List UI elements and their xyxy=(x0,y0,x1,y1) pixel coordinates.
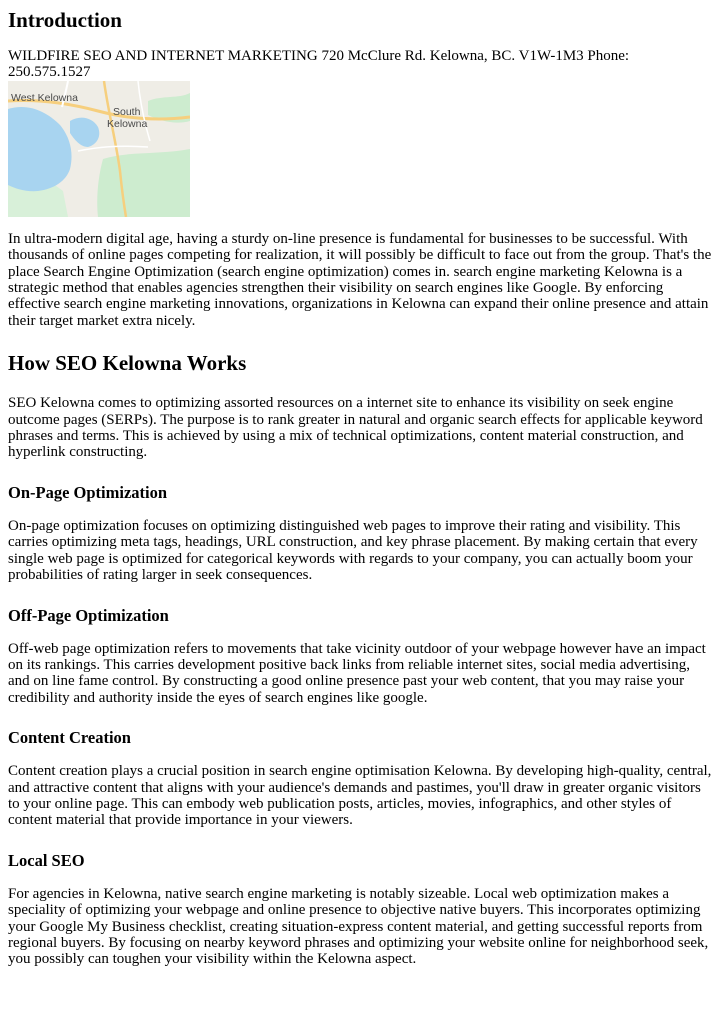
how-paragraph: SEO Kelowna comes to optimizing assorted resources on a internet site to enhance its visibility on seek engine outcome pages (SERPs). The purpose is to rank greater in natural and organic search effects for applicable keyword phrases and terms. This is achieved by using a mix of technical optimizations, content material construction, and hyperlink constructing. xyxy=(8,395,703,461)
onpage-paragraph: On-page optimization focuses on optimizing distinguished web pages to improve their rating and visibility. This carries optimizing meta tags, headings, URL construction, and key phrase placement. By making certain that every single web page is optimized for categorical keywords with regards to your company, you can actually boom your probabilities of rating larger in seek consequences. xyxy=(8,517,698,584)
onpage-heading: On-Page Optimization xyxy=(8,482,168,502)
map-graphic xyxy=(8,81,190,217)
location-map[interactable] xyxy=(8,81,190,217)
offpage-paragraph: Off-web page optimization refers to movements that take vicinity outdoor of your webpage however have an impact on its rankings. This carries development positive back links from reliable internet sites, social media advertising, and on line fame control. By constructing a good online presence past your web content, that you may raise your credibility and authority inside the eyes of search engines like google. xyxy=(8,640,706,706)
business-address: WILDFIRE SEO AND INTERNET MARKETING 720 McClure Rd. Kelowna, BC. V1W-1M3 Phone: 250.575.1527 xyxy=(8,48,630,81)
intro-paragraph: In ultra-modern digital age, having a sturdy on-line presence is fundamental for businesses to be successful. With thousands of online pages competing for realization, it will possibly be difficult to face out from the group. That's the place Search Engine Optimization (search engine optimization) comes in. search engine marketing Kelowna is a strategic method that enables agencies strengthen their visibility on search engines like Google. By enforcing effective search engine marketing innovations, organizations in Kelowna can expand their online presence and attain their target market extra nicely. xyxy=(8,230,712,329)
offpage-heading: Off-Page Optimization xyxy=(8,605,169,625)
local-paragraph: For agencies in Kelowna, native search engine marketing is notably sizeable. Local web optimization makes a speciality of optimizing your webpage and online presence to objective native buyers. This incorporates optimizing your Google My Business checklist, creating situation-express content material, and getting successful reports from regional buyers. By focusing on nearby keyword phrases and optimizing your website online for neighborhood seek, you possibly can toughen your visibility within the Kelowna aspect. xyxy=(8,885,709,968)
local-heading: Local SEO xyxy=(8,850,85,870)
intro-heading: Introduction xyxy=(8,8,122,32)
article xyxy=(0,8,714,968)
map-label-kelowna: Kelowna xyxy=(107,117,148,130)
how-heading: How SEO Kelowna Works xyxy=(8,351,247,376)
content-paragraph: Content creation plays a crucial position in search engine optimisation Kelowna. By developing high-quality, central, and attractive content that aligns with your audience's demands and pastimes, you'll draw in greater organic visitors to your online page. This can embody web publication posts, articles, movies, infographics, and other styles of content material that provide importance in your viewers. xyxy=(8,763,712,829)
map-label-west-kelowna: West Kelowna xyxy=(11,91,78,104)
content-heading: Content Creation xyxy=(8,728,131,748)
map-label-south: South xyxy=(113,105,141,118)
